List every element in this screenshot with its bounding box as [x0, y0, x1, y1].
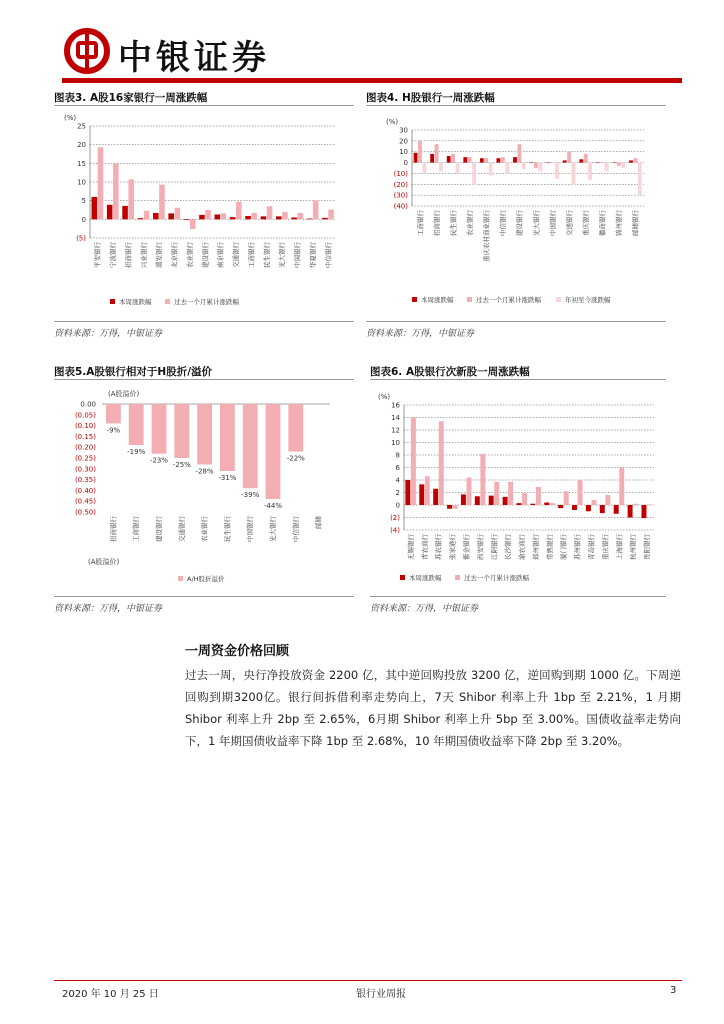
- bar-2: [251, 213, 257, 219]
- bar-2: [411, 418, 416, 506]
- bar-3: [538, 163, 542, 172]
- data-label: -23%: [149, 456, 169, 465]
- bar-1: [447, 505, 452, 509]
- bar: [174, 404, 189, 458]
- bar: [129, 404, 144, 445]
- bar-2: [551, 163, 555, 164]
- y-tick-label: 15: [77, 159, 86, 168]
- figure6-title: 图表6. A股银行次新股一周涨跌幅: [370, 366, 530, 378]
- bar-1: [168, 213, 174, 219]
- bar-1: [600, 505, 605, 513]
- bar-1: [230, 217, 236, 219]
- x-tick-label: 中国银行: [548, 210, 557, 236]
- x-tick-label: 光大银行: [532, 210, 541, 236]
- bar-1: [92, 197, 98, 219]
- bar-1: [419, 484, 424, 505]
- figure5-bottom-rule: [54, 596, 354, 597]
- y-tick-label: 10: [399, 148, 408, 157]
- bar: [197, 404, 212, 464]
- bar-2: [175, 208, 181, 220]
- legend-label: 年初至今涨跌幅: [565, 296, 611, 304]
- bar-1: [544, 503, 549, 506]
- figure6-bottom-rule: [370, 596, 666, 597]
- y-tick-label: 20: [77, 141, 86, 150]
- bar-1: [447, 156, 451, 163]
- bar-2: [205, 210, 211, 219]
- bar-2: [634, 158, 638, 162]
- bar-1: [122, 206, 128, 219]
- x-tick-label: 农业银行: [200, 516, 209, 542]
- x-tick-label: 交通银行: [177, 516, 186, 542]
- y-tick-label: 25: [77, 122, 86, 131]
- x-tick-label: 建设银行: [155, 516, 163, 542]
- y-tick-label: 0: [395, 501, 400, 510]
- figure3-source: 资料来源：万得，中银证券: [54, 329, 163, 339]
- bar-3: [439, 163, 443, 172]
- bar-1: [558, 505, 563, 508]
- x-tick-label: 光大银行: [278, 242, 287, 268]
- x-tick-label: 兴业银行: [139, 242, 148, 268]
- bar-2: [128, 179, 134, 219]
- x-tick-label: 农业银行: [185, 242, 194, 268]
- bar-1: [276, 216, 282, 219]
- bar-3: [588, 163, 592, 180]
- section-paragraph: 过去一周，央行净投放资金 2200 亿，其中逆回购投放 3200 亿，逆回购到期 1000 亿。下周逆回购到期3200亿。银行间拆借利率走势向上，7天 Shibor 利率上升 1bp 至 2.21%，1 月期 Shibor 利率上升 2bp 至 2.65%，6月期 Shibor 利率上升 5bp 至 3.00%。国债收益率走势向下，1 年期国债收益率下降 1bp 至 2.68%，10 年期国债收益率下降 2bp 至 3.20%。: [185, 668, 681, 748]
- x-tick-label: 重庆农村商业银行: [482, 210, 491, 262]
- y-tick-label: (0.05): [74, 411, 96, 420]
- x-tick-label: 工商银行: [247, 242, 256, 268]
- y-tick-label: (4): [390, 526, 400, 535]
- figure5-title: 图表5.A股银行相对于H股折/溢价: [54, 366, 213, 378]
- y-axis-unit: (%): [386, 118, 399, 126]
- bar-2: [328, 210, 334, 220]
- footer-rule: [54, 980, 682, 981]
- bar-1: [530, 504, 535, 505]
- data-label: -31%: [218, 473, 237, 482]
- bar-2: [418, 141, 422, 163]
- bar-3: [572, 163, 576, 185]
- bar-1: [614, 505, 619, 514]
- data-label: -22%: [286, 454, 305, 463]
- bar: [266, 404, 281, 499]
- y-tick-label: (0.20): [74, 443, 96, 452]
- bar-2: [647, 504, 652, 505]
- bar-2: [313, 200, 319, 219]
- bar-1: [307, 219, 313, 220]
- x-tick-label: 平安银行: [93, 242, 102, 268]
- y-tick-label: (0.40): [74, 486, 96, 495]
- x-tick-label: 中信银行: [324, 242, 333, 268]
- footer-page-number: 3: [670, 985, 677, 996]
- y-tick-label: (0.15): [74, 432, 96, 441]
- data-label: -44%: [263, 502, 283, 511]
- y-tick-label: (20): [393, 180, 408, 189]
- bar-2: [522, 493, 527, 505]
- legend-label: 本周涨跌幅: [119, 298, 152, 306]
- bar-2: [282, 212, 288, 219]
- bar-1: [503, 497, 508, 505]
- figure5-chart: [54, 382, 354, 594]
- bar-1: [405, 480, 410, 505]
- figure3-bottom-rule: [54, 321, 354, 322]
- y-axis-unit: (%): [64, 114, 77, 122]
- bar-2: [508, 482, 513, 505]
- y-tick-label: 0.00: [80, 400, 96, 409]
- bar-2: [453, 505, 458, 509]
- y-tick-label: (30): [393, 191, 408, 200]
- bar-1: [613, 163, 617, 164]
- data-label: -9%: [106, 426, 121, 435]
- y-tick-label: (40): [393, 202, 408, 211]
- x-tick-label: 张家港行: [448, 534, 457, 560]
- bar: [288, 404, 303, 452]
- y-tick-label: (0.30): [74, 465, 96, 474]
- data-label: -19%: [127, 448, 146, 457]
- bar-2: [435, 144, 439, 162]
- bar: [220, 404, 235, 471]
- x-tick-label: 青岛银行: [587, 534, 596, 560]
- bar-3: [522, 163, 526, 170]
- bar-2: [467, 478, 472, 506]
- y-tick-label: 30: [399, 126, 408, 135]
- header-red-bar: [62, 78, 682, 83]
- bar-2: [536, 487, 541, 505]
- figure5-top-rule: [54, 379, 354, 380]
- bar-2: [144, 211, 150, 220]
- bar-1: [629, 160, 633, 162]
- bar-2: [564, 491, 569, 505]
- bar-1: [461, 494, 466, 505]
- bar-2: [236, 202, 242, 220]
- bottom-note: (A股溢价): [88, 558, 120, 566]
- x-tick-label: 长沙银行: [504, 534, 513, 560]
- x-tick-label: 浦发银行: [155, 242, 164, 268]
- y-tick-label: 2: [395, 489, 400, 497]
- bar-3: [605, 163, 609, 172]
- x-tick-label: 上海银行: [615, 534, 624, 560]
- x-tick-label: 民生银行: [262, 242, 271, 268]
- legend-swatch: [178, 576, 183, 581]
- bar: [243, 404, 258, 488]
- x-tick-label: 锦州银行: [615, 210, 624, 236]
- bar-1: [199, 215, 205, 219]
- y-tick-label: (0.35): [74, 476, 96, 485]
- legend-swatch: [455, 575, 460, 580]
- x-tick-label: 郑州银行: [531, 534, 540, 560]
- page-header: [62, 26, 682, 82]
- x-tick-label: 常熟银行: [545, 534, 554, 560]
- figure3-title: 图表3. A股16家银行一周涨跌幅: [54, 92, 208, 104]
- bar-2: [425, 476, 430, 505]
- bar-2: [633, 504, 638, 505]
- bar-2: [267, 206, 273, 219]
- bar-2: [619, 468, 624, 506]
- bar-1: [475, 496, 480, 505]
- x-tick-label: 中国银行: [293, 242, 302, 268]
- x-tick-label: 西安银行: [476, 534, 485, 560]
- bar-1: [546, 163, 550, 164]
- x-tick-label: 中信银行: [291, 516, 300, 542]
- x-tick-label: 招商银行: [109, 516, 118, 542]
- bar-3: [422, 163, 426, 174]
- bar-1: [563, 160, 567, 162]
- bar-2: [600, 163, 604, 164]
- figure4-source: 资料来源：万得，中银证券: [366, 329, 475, 339]
- y-tick-label: (0.10): [74, 422, 96, 431]
- bar-1: [579, 159, 583, 162]
- y-tick-label: (5): [76, 234, 86, 243]
- x-tick-label: 邮储: [314, 516, 323, 529]
- bar-2: [439, 421, 444, 505]
- figure4-title: 图表4. H股银行一周涨跌幅: [366, 92, 495, 104]
- x-tick-label: 中信银行: [499, 210, 508, 236]
- y-tick-label: (0.50): [74, 508, 96, 517]
- y-tick-label: 20: [399, 137, 408, 146]
- bar-1: [153, 213, 159, 219]
- section-title: 一周资金价格回顾: [185, 644, 290, 659]
- bar-2: [484, 158, 488, 162]
- bar-2: [550, 503, 555, 505]
- x-tick-label: 交通银行: [232, 242, 241, 268]
- legend-swatch: [400, 575, 405, 580]
- legend-swatch: [110, 299, 115, 304]
- x-tick-label: 招商银行: [432, 210, 441, 236]
- bar-3: [456, 163, 460, 174]
- x-tick-label: 华夏银行: [308, 242, 317, 268]
- x-tick-label: 交通银行: [565, 210, 574, 236]
- x-tick-label: 农业银行: [466, 210, 474, 236]
- bar-1: [530, 163, 534, 164]
- x-tick-label: 南京银行: [216, 242, 225, 268]
- x-tick-label: 徽商银行: [598, 209, 607, 236]
- bar-2: [592, 500, 597, 505]
- footer-date: 2020 年 10 月 25 日: [62, 989, 159, 1000]
- bar-2: [534, 163, 538, 168]
- y-tick-label: 0: [81, 215, 86, 224]
- bar-3: [638, 163, 642, 196]
- bar-2: [190, 219, 196, 229]
- figure6-chart: [370, 382, 666, 594]
- bar-1: [628, 505, 633, 518]
- x-tick-label: 招商银行: [124, 242, 133, 268]
- bar-1: [586, 505, 591, 511]
- x-tick-label: 厦门银行: [559, 534, 568, 560]
- x-tick-label: 杭州银行: [629, 534, 638, 560]
- y-tick-label: (0.25): [74, 454, 96, 463]
- bar-1: [513, 157, 517, 162]
- bar-1: [572, 505, 577, 510]
- footer-center: 银行业周报: [356, 989, 406, 1000]
- bar-1: [261, 216, 267, 219]
- y-tick-label: 5: [81, 197, 86, 206]
- x-tick-label: 工商银行: [416, 210, 425, 236]
- bar-2: [494, 482, 499, 505]
- legend-swatch: [412, 297, 417, 302]
- bar-1: [107, 205, 113, 220]
- bar-2: [159, 185, 165, 220]
- bar-2: [468, 157, 472, 162]
- bar-3: [489, 163, 493, 176]
- bar-2: [221, 213, 227, 219]
- x-tick-label: 紫金银行: [462, 534, 471, 560]
- x-tick-label: 中国银行: [246, 516, 255, 542]
- bar-1: [489, 496, 494, 505]
- bar-2: [567, 152, 571, 163]
- bar-1: [480, 158, 484, 162]
- bar-1: [414, 153, 418, 163]
- bar-3: [621, 163, 625, 168]
- x-tick-label: 苏农银行: [434, 534, 443, 560]
- bar-1: [322, 218, 328, 219]
- legend-label: 本周涨跌幅: [409, 574, 442, 582]
- legend-label: 本周涨跌幅: [421, 296, 454, 304]
- y-tick-label: 14: [391, 414, 400, 422]
- bar-2: [617, 163, 621, 166]
- premium-note: (A股溢价): [108, 390, 140, 398]
- x-tick-label: 建设银行: [201, 242, 210, 268]
- x-tick-label: 重庆银行: [582, 210, 590, 236]
- figure3-chart: [54, 108, 354, 318]
- bar-2: [501, 157, 505, 162]
- bar-1: [245, 216, 251, 219]
- x-tick-label: 北京银行: [170, 242, 179, 268]
- bar-1: [433, 489, 438, 505]
- x-tick-label: 江阴银行: [490, 534, 499, 560]
- bar-2: [451, 154, 455, 163]
- bar-3: [555, 163, 559, 179]
- y-tick-label: 0: [403, 159, 408, 168]
- figure6-top-rule: [370, 379, 666, 380]
- x-tick-label: 工商银行: [132, 516, 141, 542]
- legend-label: 过去一个月累计涨跌幅: [464, 574, 529, 582]
- y-tick-label: 10: [391, 439, 400, 447]
- bar-2: [578, 480, 583, 505]
- x-tick-label: 民生银行: [449, 210, 458, 236]
- y-tick-label: 4: [395, 476, 400, 485]
- data-label: -28%: [195, 467, 214, 476]
- x-tick-label: 邮储银行: [631, 210, 640, 236]
- data-label: -25%: [172, 461, 191, 469]
- bar-1: [291, 217, 297, 219]
- bar: [152, 404, 167, 454]
- x-tick-label: 重庆银行: [601, 534, 610, 560]
- x-tick-label: 民生银行: [223, 516, 232, 542]
- bar-1: [215, 214, 221, 219]
- x-tick-label: 建设银行: [515, 210, 524, 236]
- bar: [106, 404, 121, 423]
- figure6-source: 资料来源：万得，中银证券: [370, 604, 479, 614]
- y-tick-label: 8: [395, 451, 400, 460]
- bank-of-china-logo-icon: [64, 28, 110, 74]
- bar-3: [472, 163, 476, 185]
- x-tick-label: 贵阳银行: [643, 534, 652, 560]
- legend-label: A/H股折溢价: [187, 575, 225, 583]
- y-tick-label: 6: [395, 464, 400, 472]
- bar-1: [642, 505, 647, 518]
- bar-1: [430, 154, 434, 163]
- y-tick-label: 12: [391, 426, 400, 435]
- x-tick-label: 宁波银行: [109, 242, 118, 268]
- figure4-top-rule: [366, 105, 666, 106]
- bar-2: [298, 213, 304, 219]
- legend-swatch: [467, 297, 472, 302]
- figure4-bottom-rule: [366, 321, 666, 322]
- bar-2: [98, 147, 104, 219]
- bar-2: [480, 454, 485, 505]
- y-tick-label: (10): [393, 169, 408, 178]
- bar-1: [463, 157, 467, 162]
- legend-label: 过去一个月累计涨跌幅: [476, 296, 541, 304]
- bar-1: [596, 163, 600, 164]
- legend-swatch: [165, 299, 170, 304]
- legend-swatch: [556, 297, 561, 302]
- data-label: -39%: [241, 491, 260, 500]
- bar-3: [505, 163, 509, 174]
- figure5-source: 资料来源：万得，中银证券: [54, 604, 163, 614]
- y-tick-label: 10: [77, 178, 86, 187]
- y-tick-label: (0.45): [74, 497, 96, 506]
- x-tick-label: 渝农商行: [518, 534, 527, 560]
- brand-name: 中银证券: [118, 38, 270, 78]
- x-tick-label: 光大银行: [269, 516, 277, 542]
- bar-1: [138, 218, 144, 219]
- y-tick-label: 16: [391, 401, 400, 410]
- figure4-chart: [366, 108, 666, 318]
- x-tick-label: 青农商行: [420, 534, 429, 560]
- bar-2: [605, 495, 610, 505]
- bar-2: [113, 164, 119, 220]
- bar-1: [517, 503, 522, 505]
- x-tick-label: 无锡银行: [406, 534, 415, 560]
- bar-2: [584, 154, 588, 163]
- y-axis-unit: (%): [378, 393, 391, 401]
- y-tick-label: (2): [390, 514, 400, 522]
- bar-1: [497, 158, 501, 162]
- bar-1: [184, 219, 190, 220]
- figure3-top-rule: [54, 105, 354, 106]
- x-tick-label: 苏州银行: [573, 534, 582, 560]
- legend-label: 过去一个月累计涨跌幅: [174, 298, 239, 306]
- bar-2: [518, 144, 522, 162]
